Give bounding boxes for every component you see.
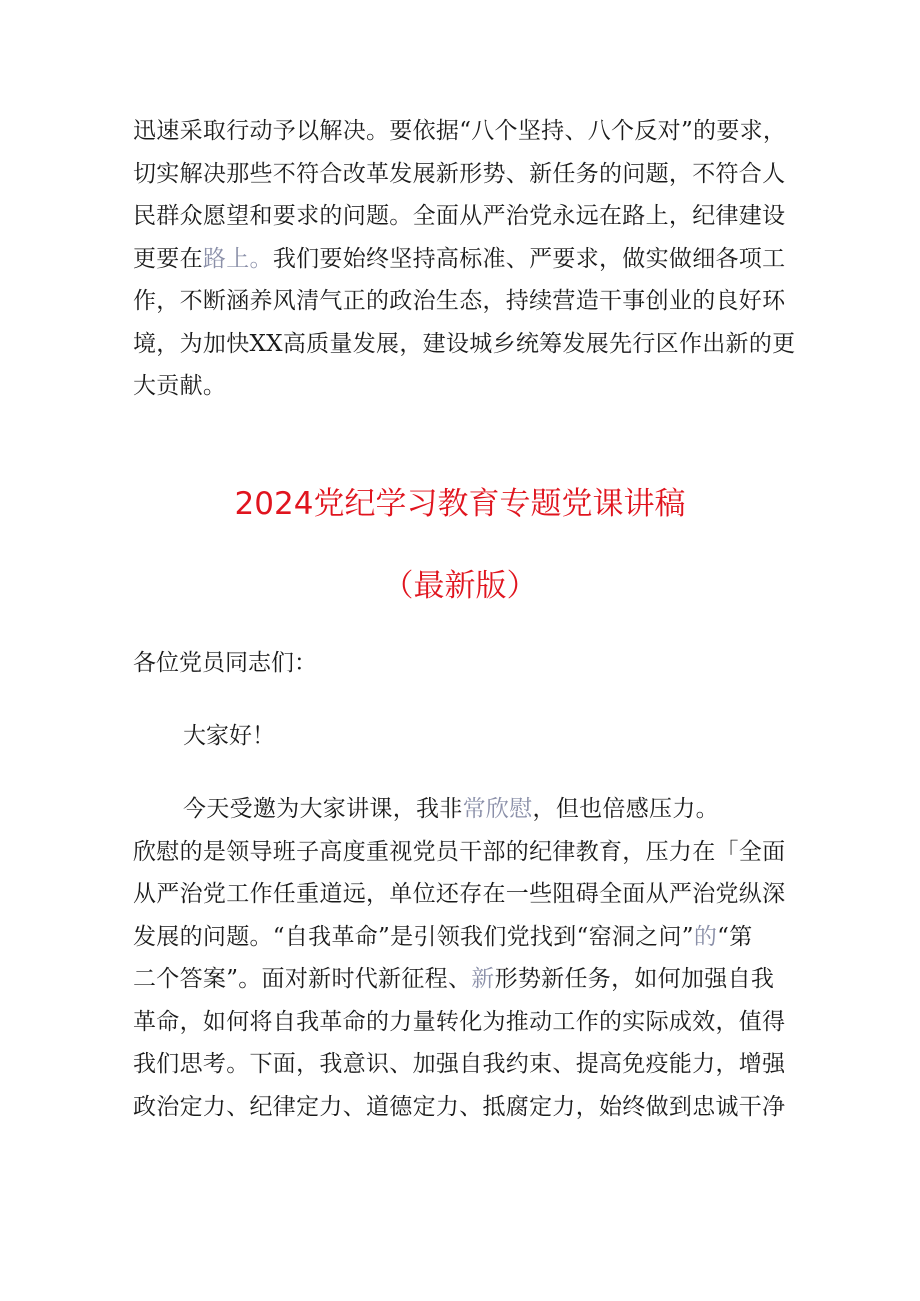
text-segment: ，但也倍感压力。 [532, 796, 719, 822]
grey-text-segment: 新 [471, 966, 495, 992]
text-line: 从严治党工作任重道远，单位还存在一些阻碍全面从严治党纵深 [133, 881, 786, 907]
text-line: 境，为加快XX高质量发展，建设城乡统筹发展先行区作出新的更 [133, 330, 796, 357]
salutation: 各位党员同志们： [133, 650, 317, 676]
text-segment: 二个答案”。面对新时代新征程、 [133, 966, 472, 992]
grey-text-segment: 路上。 [202, 245, 273, 272]
text-segment: 发展的问题。“自我革命”是引领我们党找到“窑洞之问” [133, 923, 694, 950]
paragraph-continuation [133, 110, 796, 408]
text-line: 迅速采取行动予以解决。要依据“八个坚持、八个反对”的要求， [133, 118, 787, 144]
text-segment: 今天受邀为大家讲课，我非 [183, 796, 463, 822]
text-line [133, 238, 793, 281]
text-line: 政治定力、纪律定力、道德定力、抵腐定力，始终做到忠诚干净 [133, 1093, 786, 1120]
text-line [133, 958, 793, 1001]
text-segment: “第 [717, 923, 753, 950]
text-line: 欣慰的是领导班子高度重视党员干部的纪律教育，压力在「全面 [133, 838, 786, 865]
text-line: 革命，如何将自我革命的力量转化为推动工作的实际成效，值得 [133, 1008, 786, 1035]
text-line: 切实解决那些不符合改革发展新形势、新任务的问题，不符合人 [133, 160, 786, 187]
grey-text-segment: 常欣慰 [462, 796, 533, 822]
document-subtitle: （最新版） [382, 568, 538, 604]
text-line: 大贡献。 [133, 373, 227, 399]
greeting: 大家好！ [183, 723, 275, 749]
text-line [133, 916, 793, 959]
text-segment: 更要在 [133, 245, 203, 272]
text-line [133, 788, 793, 831]
grey-text-segment: 的 [693, 923, 718, 950]
text-segment: 形势新任务，如何加强自我 [494, 966, 775, 992]
text-segment: 我们要始终坚持高标准、严要求，做实做细各项工 [272, 245, 786, 272]
text-line: 我们思考。下面，我意识、加强自我约束、提高免疫能力，增强 [133, 1051, 786, 1077]
document-title: 2024党纪学习教育专题党课讲稿 [234, 486, 686, 522]
text-line: 民群众愿望和要求的问题。全面从严治党永远在路上，纪律建设 [133, 203, 786, 229]
paragraph-body [133, 788, 793, 1128]
text-line: 作，不断涵养风清气正的政治生态，持续营造干事创业的良好环 [133, 288, 786, 314]
